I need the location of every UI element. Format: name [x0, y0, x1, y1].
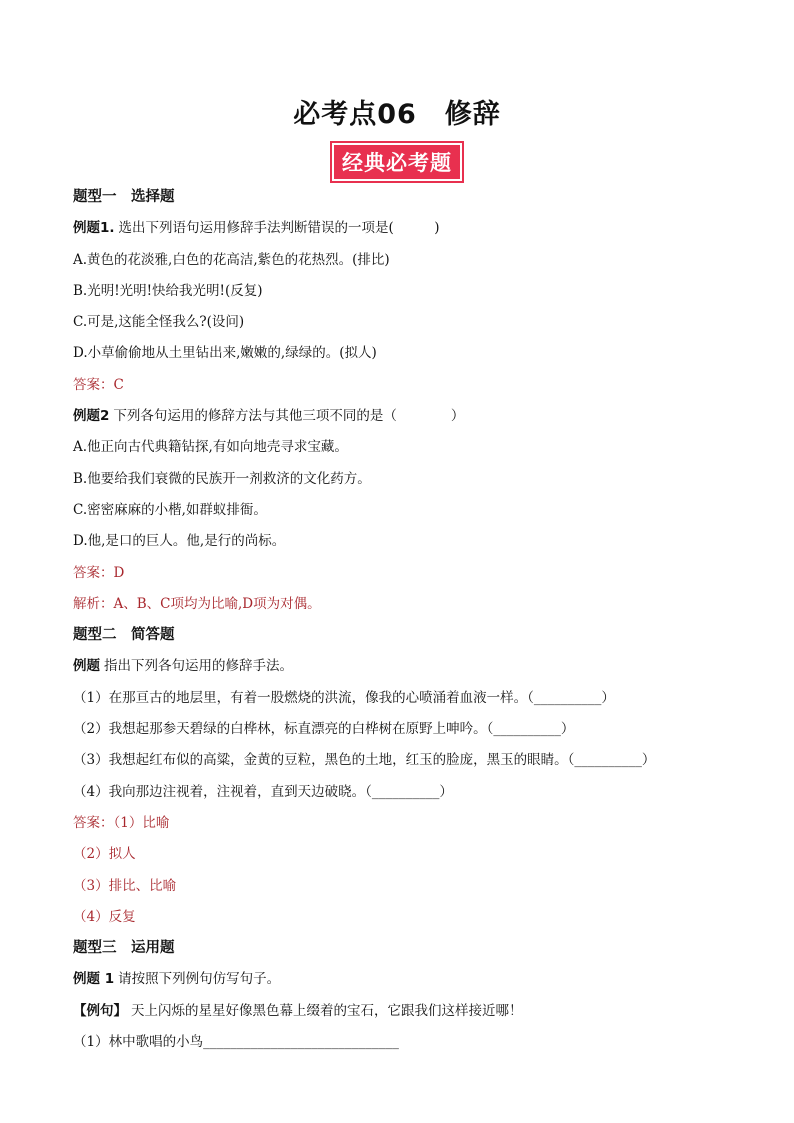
example-label: 例题 1 — [73, 971, 115, 988]
answer-line: （2）拟人 — [73, 846, 136, 863]
example-text: 下列各句运用的修辞方法与其他三项不同的是（ ） — [113, 408, 465, 425]
example-question — [73, 651, 733, 682]
text-line: D.他,是口的巨人。他,是行的尚标。 — [73, 533, 286, 550]
text-line: D.小草偷偷地从土里钻出来,嫩嫩的,绿绿的。(拟人) — [73, 345, 377, 362]
section-heading: 题型三 运用题 — [73, 940, 175, 957]
text-line: B.他要给我们衰微的民族开一剂救济的文化药方。 — [73, 470, 371, 487]
answer-line: （3）排比、比喻 — [73, 877, 177, 894]
answer-line: 答案：C — [73, 376, 124, 393]
badge-container — [0, 143, 794, 181]
text-line: （2）我想起那参天碧绿的白桦林，标直漂亮的白桦树在原野上呻吟。（__________） — [73, 721, 575, 738]
text-line: B.光明!光明!快给我光明!(反复) — [73, 282, 263, 299]
text-line: C.密密麻麻的小楷,如群蚁排衙。 — [73, 501, 267, 518]
example-text: 选出下列语句运用修辞手法判断错误的一项是( ) — [118, 220, 440, 237]
answer-line: （4）反复 — [73, 908, 136, 925]
example-question — [73, 964, 733, 995]
example-question — [73, 996, 733, 1027]
example-label: 例题1. — [73, 220, 115, 237]
text-line: A.黄色的花淡雅,白色的花高洁,紫色的花热烈。(排比) — [73, 251, 390, 268]
example-label: 例题2 — [73, 408, 110, 425]
example-label: 【例句】 — [73, 1002, 127, 1019]
section-heading: 题型二 简答题 — [73, 627, 175, 644]
text-line: （4）我向那边注视着，注视着，直到天边破晓。（__________） — [73, 783, 453, 800]
answer-line: 解析：A、B、C项均为比喻,D项为对偶。 — [73, 595, 321, 612]
example-text: 天上闪烁的星星好像黑色幕上缀着的宝石，它跟我们这样接近哪！ — [131, 1002, 523, 1019]
text-line: （1）在那亘古的地层里，有着一股燃烧的洪流，像我的心喷涌着血液一样。（__________） — [73, 689, 615, 706]
answer-line: 答案：（1）比喻 — [73, 814, 170, 831]
example-text: 请按照下列例句仿写句子。 — [118, 971, 281, 988]
example-text: 指出下列各句运用的修辞手法。 — [104, 658, 293, 675]
section-heading: 题型一 选择题 — [73, 189, 175, 205]
example-question — [73, 213, 733, 244]
example-question — [73, 401, 733, 432]
document-body — [73, 182, 733, 1058]
text-line: （1）林中歌唱的小鸟_____________________________ — [73, 1034, 399, 1051]
example-label: 例题 — [73, 658, 100, 675]
classic-exam-badge: 经典必考题 — [332, 143, 462, 181]
text-line: （3）我想起红布似的高粱，金黄的豆粒，黑色的土地，红玉的脸庞，黑玉的眼睛。（__________） — [73, 752, 656, 769]
page-title: 必考点06 修辞 — [293, 99, 501, 130]
text-line: A.他正向古代典籍钻探,有如向地壳寻求宝藏。 — [73, 439, 348, 456]
answer-line: 答案：D — [73, 564, 125, 581]
text-line: C.可是,这能全怪我么?(设问) — [73, 314, 245, 331]
